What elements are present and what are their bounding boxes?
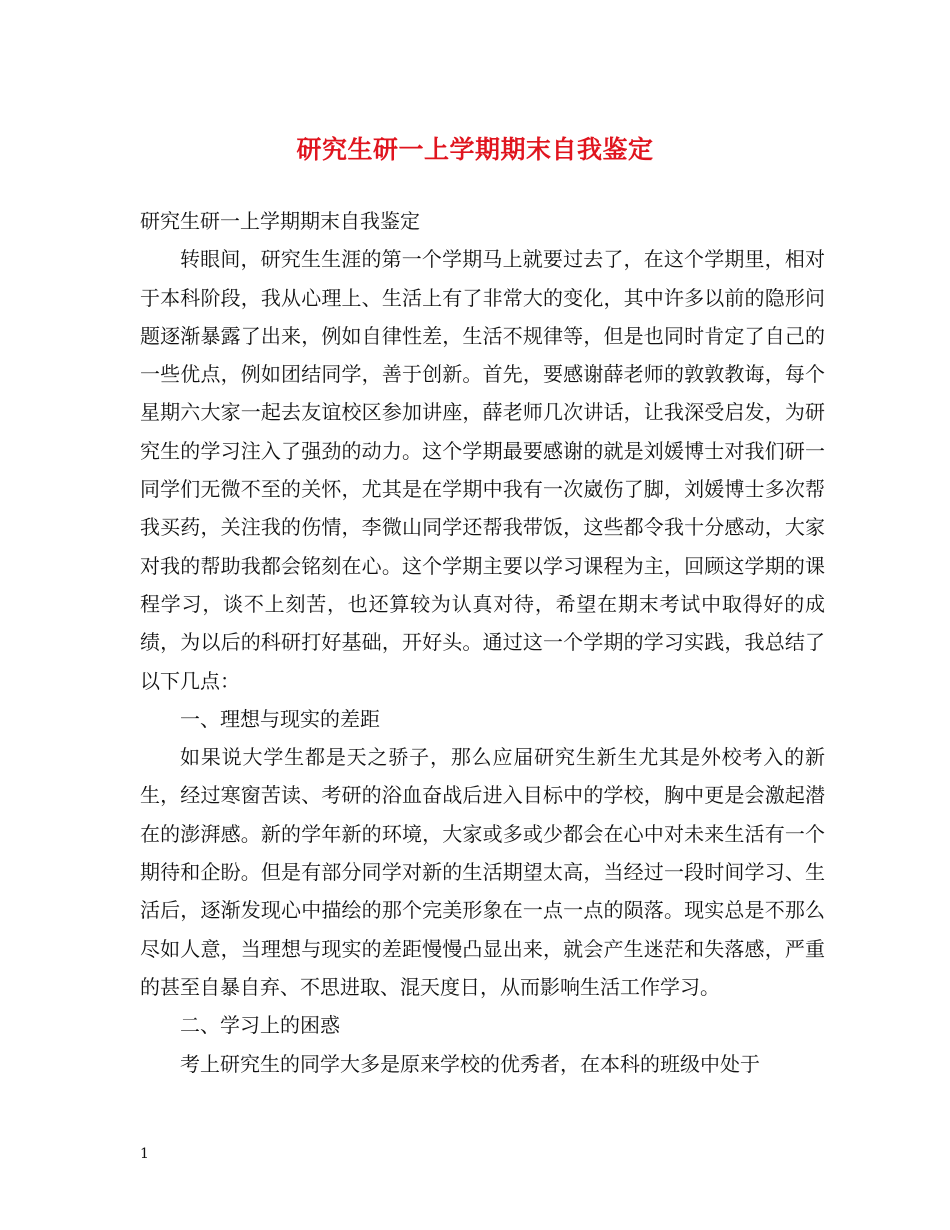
section-heading-2: 二、学习上的困惑 xyxy=(180,1013,340,1038)
paragraph-section-1: 如果说大学生都是天之骄子，那么应届研究生新生尤其是外校考入的新生，经过寒窗苦读、考研的浴血奋战后进入目标中的学校，胸中更是会激起潜在的澎湃感。新的学年新的环境，大家或多或少都会在心中对未来生活有一个期待和企盼。但是有部分同学对新的生活期望太高，当经过一段时间学习、生活后，逐渐发现心中描绘的那个完美形象在一点一点的陨落。现实总是不那么尽如人意，当理想与现实的差距慢慢凸显出来，就会产生迷茫和失落感，严重的甚至自暴自弃、不思进取、混天度日，从而影响生活工作学习。 xyxy=(140,745,825,999)
page-number: 1 xyxy=(140,1146,149,1162)
paragraph-section-2: 考上研究生的同学大多是原来学校的优秀者，在本科的班级中处于 xyxy=(180,1051,760,1076)
section-heading-1: 一、理想与现实的差距 xyxy=(180,706,380,731)
paragraph-intro: 转眼间，研究生生涯的第一个学期马上就要过去了，在这个学期里，相对于本科阶段，我从心理上、生活上有了非常大的变化，其中许多以前的隐形问题逐渐暴露了出来，例如自律性差，生活不规律等，但是也同时肯定了自己的一些优点，例如团结同学，善于创新。首先，要感谢薛老师的敦敦教诲，每个星期六大家一起去友谊校区参加讲座，薛老师几次讲话，让我深受启发，为研究生的学习注入了强劲的动力。这个学期最要感谢的就是刘媛博士对我们研一同学们无微不至的关怀，尤其是在学期中我有一次崴伤了脚，刘媛博士多次帮我买药，关注我的伤情，李微山同学还帮我带饭，这些都令我十分感动，大家对我的帮助我都会铭刻在心。这个学期主要以学习课程为主，回顾这学期的课程学习，谈不上刻苦，也还算较为认真对待，希望在期末考试中取得好的成绩，为以后的科研打好基础，开好头。通过这一个学期的学习实践，我总结了以下几点： xyxy=(140,247,825,693)
paragraph-subtitle: 研究生研一上学期期末自我鉴定 xyxy=(140,209,420,233)
page-title: 研究生研一上学期期末自我鉴定 xyxy=(296,135,654,164)
document-body xyxy=(140,202,825,1083)
